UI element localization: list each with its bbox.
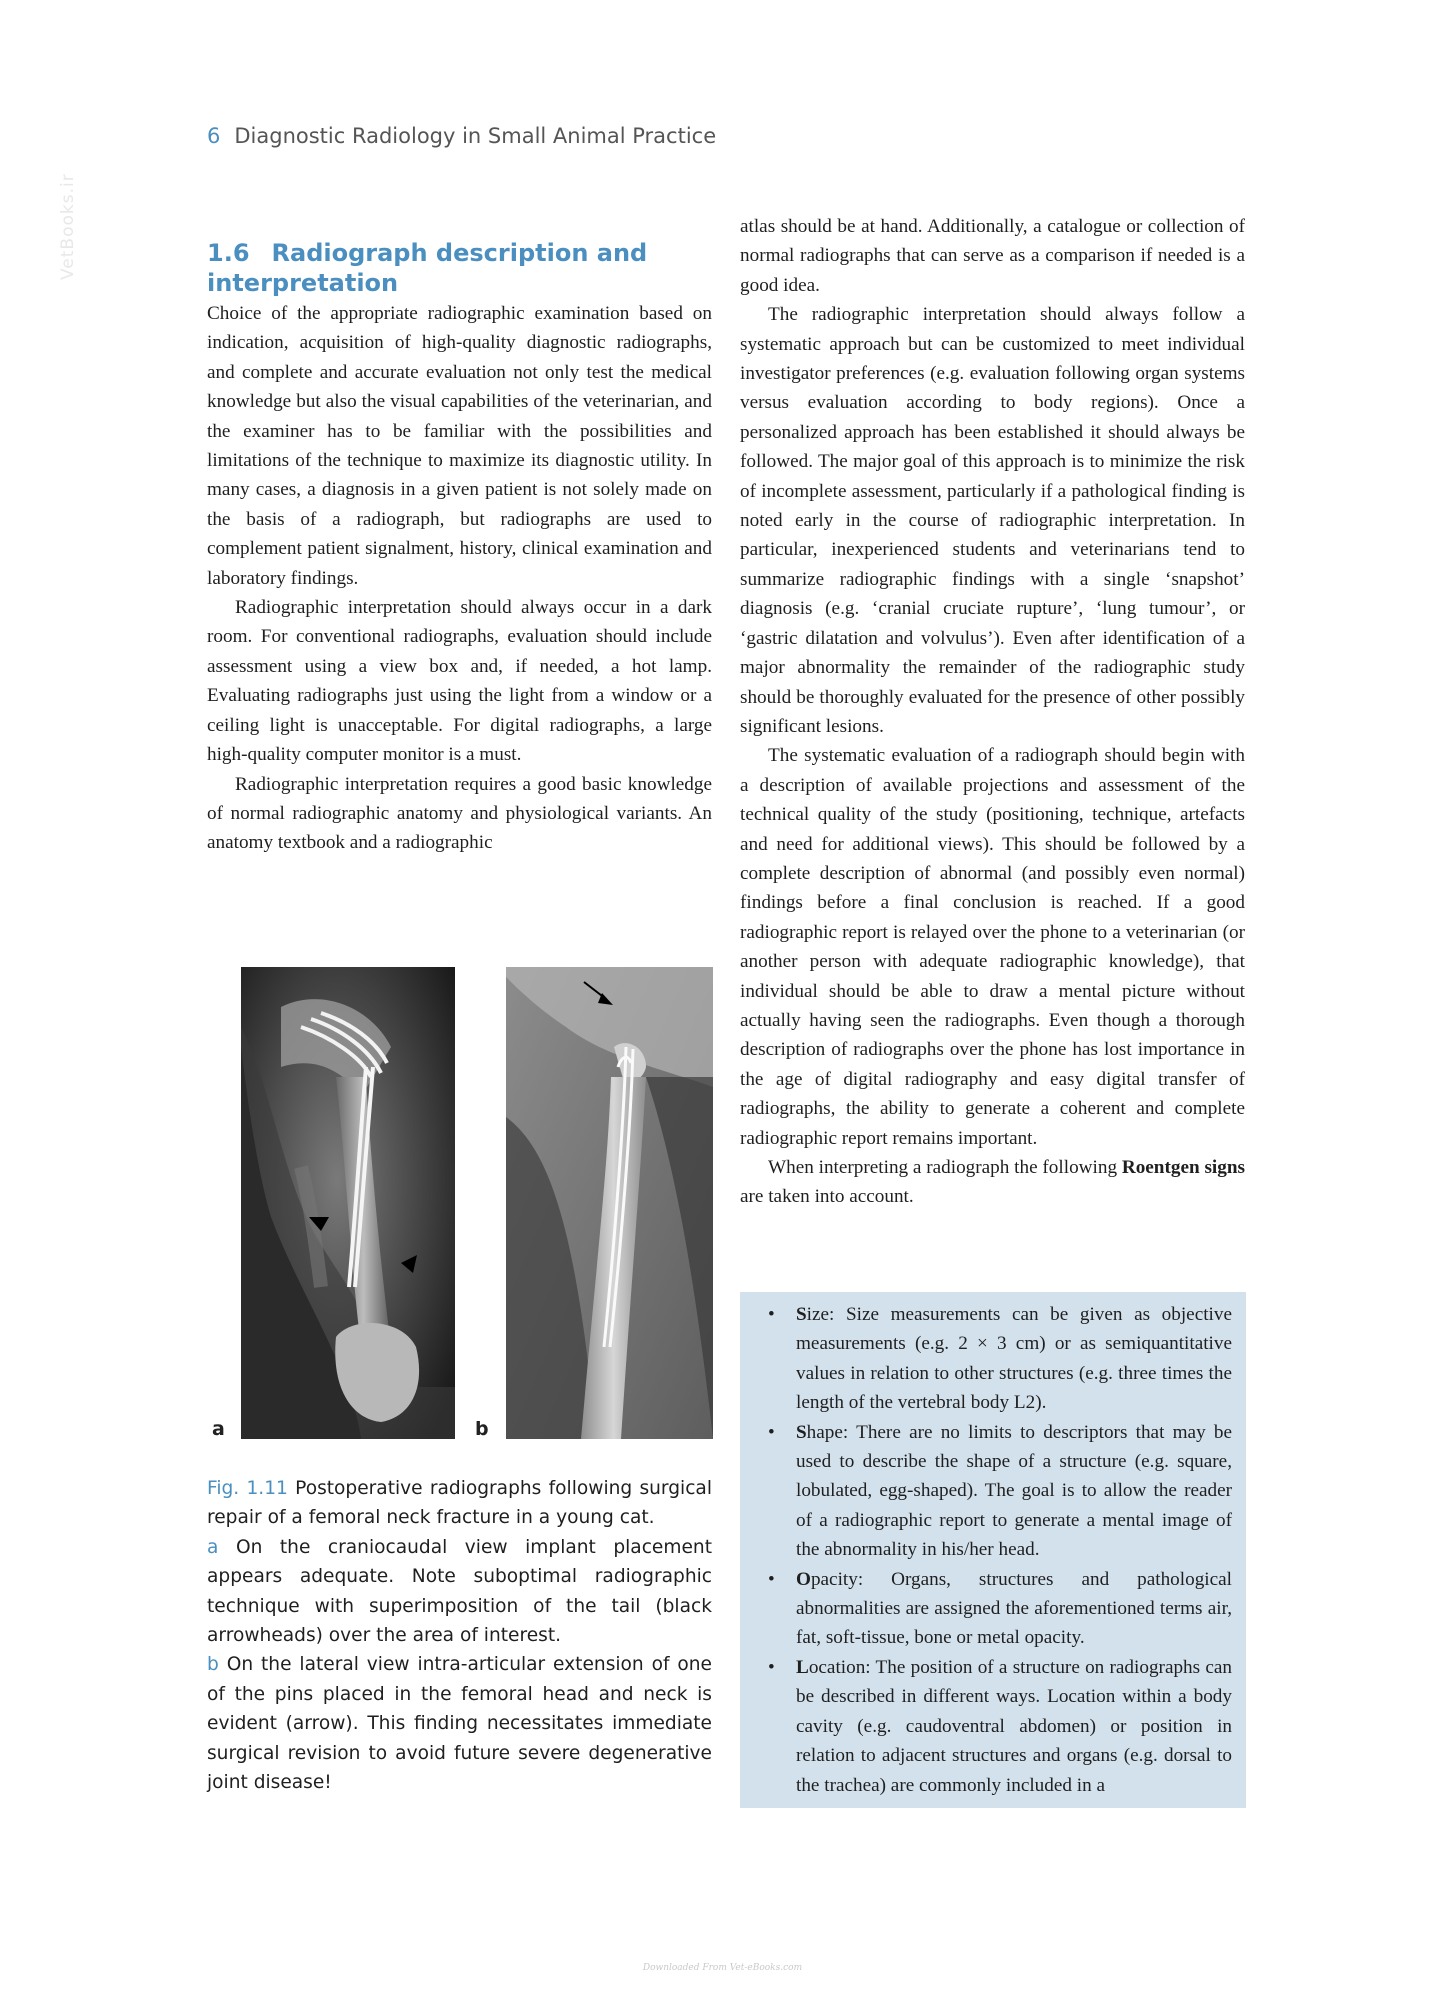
paragraph: The systematic evaluation of a radiograph should begin with a description of available projections and assessment of the technical quality of the study (positioning, technique, artefacts and need for additional views). This should be followed by a complete description of abnormal (and possibly even normal) findings before a final conclusion is reached. If a good radiographic report is relayed over the phone to a veterinarian (or another person with adequate radiographic knowledge), that individual should be able to draw a mental picture without actually having seen the radiographs. Even though a thorough description of radiographs over the phone has lost importance in the age of digital radiography and easy digital transfer of radiographs, the ability to generate a coherent and complete radiographic report remains important. [740,745,1245,1149]
radiograph-lateral-image [506,967,713,1439]
bullet-icon: • [768,1656,775,1678]
list-item [754,1300,1232,1418]
list-item [754,1565,1232,1653]
paragraph: Radiographic interpretation requires a good basic knowledge of normal radiographic anatomy and physiological variants. An anatomy textbook and a radiographic [207,773,712,854]
figure-reference: Fig. 1.11 [207,1478,288,1499]
roentgen-intro-after: are taken into account. [740,1186,914,1208]
sign-text: ocation: The position of a structure on radiographs can be described in different ways. Location within a body cavity (e.g. caudoventral abdomen) or position in relation to adjacent structures and organs (e.g. dorsal to the trachea) are commonly included in a [796,1656,1232,1796]
sign-initial: O [796,1568,811,1590]
paragraph: atlas should be at hand. Additionally, a catalogue or collection of normal radiographs that can serve as a comparison if needed is a good idea. [740,216,1245,296]
sign-text: hape: There are no limits to descriptors that may be used to describe the shape of a structure (e.g. square, lobulated, egg-shaped). The goal is to allow the reader of a radiographic report to generate a mental image of the abnormality in his/her head. [796,1421,1232,1561]
panel-label-b: b [475,1418,489,1440]
caption-a-text: On the craniocaudal view implant placement appears adequate. Note suboptimal radiographic technique with superimposition of the tail (black arrowheads) over the area of interest. [207,1536,712,1647]
running-title: Diagnostic Radiology in Small Animal Practice [234,124,717,148]
paragraph: The radiographic interpretation should always follow a systematic approach but can be customized to meet individual investigator preferences (e.g. evaluation following organ systems versus evaluation according to body regions). Once a personalized approach has been established it should always be followed. The major goal of this approach is to minimize the risk of incomplete assessment, particularly if a pathological finding is noted early in the course of radiographic interpretation. In particular, inexperienced students and veterinarians tend to summarize radiographic findings with a single ‘snapshot’ diagnosis (e.g. ‘cranial cruciate rupture’, ‘lung tumour’, or ‘gastric dilatation and volvulus’). Even after identification of a major abnormality the remainder of the radiographic study should be thoroughly evaluated for the presence of other possibly significant lesions. [740,304,1245,737]
section-number: 1.6 [207,239,250,267]
paragraph: Choice of the appropriate radiographic examination based on indication, acquisition of high-quality diagnostic radiographs, and complete and accurate evaluation not only test the medical knowledge but also the visual capabilities of the veterinarian, and the examiner has to be familiar with the possibilities and limitations of the technique to maximize its diagnostic utility. In many cases, a diagnosis in a given patient is not solely made on the basis of a radiograph, but radiographs are used to complement patient signalment, history, clinical examination and laboratory findings. [207,303,712,589]
footer-source-note: Downloaded From Vet-eBooks.com [642,1963,803,1973]
list-item [754,1653,1232,1800]
caption-title: Postoperative radiographs following surgical repair of a femoral neck fracture in a young cat. [207,1478,712,1529]
right-column [740,212,1245,1212]
roentgen-signs-list [754,1300,1232,1800]
panel-label-a: a [212,1418,225,1440]
section-heading [207,238,712,298]
sign-initial: S [796,1421,807,1443]
figure-1-11 [207,967,712,1439]
radiograph-craniocaudal-image [241,967,455,1439]
running-header [207,124,716,148]
page-number: 6 [207,124,221,148]
bullet-icon: • [768,1421,775,1443]
roentgen-intro-before: When interpreting a radiograph the following [768,1157,1122,1178]
figure-caption [207,1474,712,1797]
bullet-icon: • [768,1568,775,1590]
roentgen-signs-box [740,1292,1246,1808]
watermark: VetBooks.ir [58,173,78,280]
caption-label-a: a [207,1536,219,1558]
sign-text: ize: Size measurements can be given as objective measurements (e.g. 2 × 3 cm) or as semiquantitative values in relation to other structures (e.g. three times the length of the vertebral body L2). [796,1304,1232,1414]
caption-title-line [207,1474,712,1533]
caption-label-b: b [207,1654,219,1676]
caption-panel-b [207,1650,712,1797]
roentgen-intro-paragraph [740,1153,1245,1212]
section-title: Radiograph description and interpretation [207,239,648,297]
sign-initial: L [796,1656,809,1678]
caption-panel-a [207,1533,712,1651]
paragraph: Radiographic interpretation should always occur in a dark room. For conventional radiographs, evaluation should include assessment using a view box and, if needed, a hot lamp. Evaluating radiographs just using the light from a window or a ceiling light is unacceptable. For digital radiographs, a large high-quality computer monitor is a must. [207,597,712,766]
sign-initial: S [796,1304,807,1325]
caption-b-text: On the lateral view intra-articular extension of one of the pins placed in the femoral head and neck is evident (arrow). This finding necessitates immediate surgical revision to avoid future severe degenerative joint disease! [207,1654,712,1794]
sign-text: pacity: Organs, structures and pathological abnormalities are assigned the aforementioned terms air, fat, soft-tissue, bone or metal opacity. [796,1568,1232,1649]
list-item [754,1418,1232,1565]
left-column [207,238,712,858]
roentgen-signs-term: Roentgen signs [1121,1157,1245,1178]
bullet-icon: • [768,1304,775,1325]
